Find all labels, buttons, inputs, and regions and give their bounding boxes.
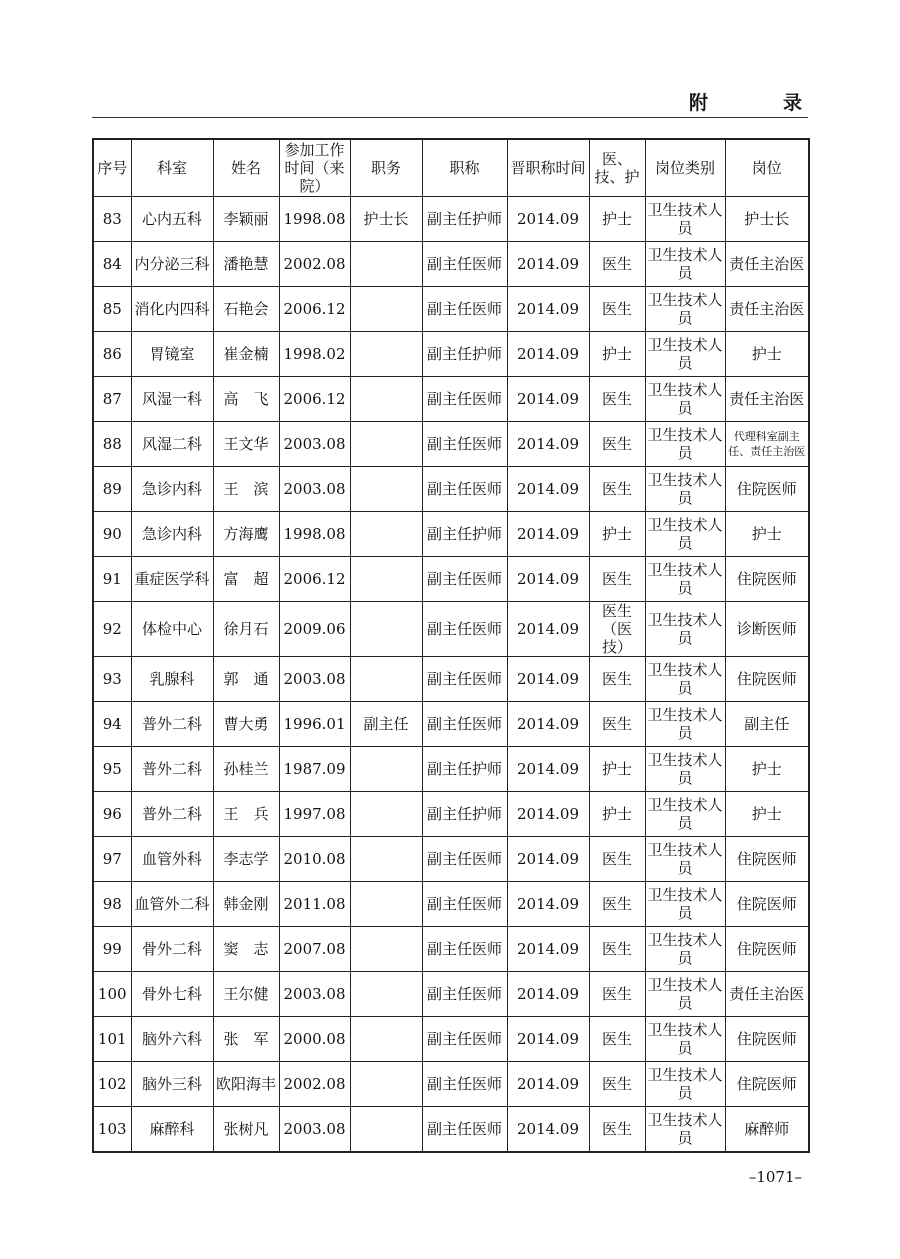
column-header: 医、技、护 <box>589 139 645 197</box>
table-cell: 2003.08 <box>279 422 350 467</box>
table-row <box>93 792 809 837</box>
table-cell: 2003.08 <box>279 972 350 1017</box>
table-cell <box>350 792 422 837</box>
table-cell: 护士 <box>725 792 809 837</box>
table-cell: 代理科室副主任、责任主治医 <box>725 422 809 467</box>
table-cell: 风湿一科 <box>131 377 213 422</box>
table-cell: 医生 <box>589 242 645 287</box>
table-cell: 卫生技术人员 <box>645 467 725 512</box>
table-cell: 卫生技术人员 <box>645 377 725 422</box>
table-cell: 副主任医师 <box>422 882 507 927</box>
table-cell <box>350 242 422 287</box>
table-cell: 护士 <box>589 332 645 377</box>
table-cell: 2014.09 <box>507 197 589 242</box>
table-cell: 2014.09 <box>507 422 589 467</box>
table-cell: 医生 <box>589 702 645 747</box>
page-number: –1071– <box>748 1168 802 1186</box>
table-row <box>93 512 809 557</box>
table-cell: 85 <box>93 287 131 332</box>
table-cell: 副主任护师 <box>422 197 507 242</box>
table-cell: 2006.12 <box>279 377 350 422</box>
table-cell: 副主任医师 <box>422 1062 507 1107</box>
table-cell: 2014.09 <box>507 377 589 422</box>
table-cell: 张 军 <box>213 1017 279 1062</box>
table-cell: 副主任医师 <box>422 702 507 747</box>
table-row <box>93 287 809 332</box>
table-cell: 欧阳海丰 <box>213 1062 279 1107</box>
table-row <box>93 557 809 602</box>
table-cell: 骨外七科 <box>131 972 213 1017</box>
table-cell: 卫生技术人员 <box>645 332 725 377</box>
table-cell: 护士 <box>589 792 645 837</box>
table-body <box>93 197 809 1153</box>
table-cell: 2014.09 <box>507 557 589 602</box>
table-cell: 副主任医师 <box>422 467 507 512</box>
table-cell: 脑外三科 <box>131 1062 213 1107</box>
table-cell: 王 滨 <box>213 467 279 512</box>
table-cell: 急诊内科 <box>131 512 213 557</box>
table-cell: 副主任医师 <box>422 557 507 602</box>
table-cell: 乳腺科 <box>131 657 213 702</box>
table-cell: 90 <box>93 512 131 557</box>
table-cell: 普外二科 <box>131 792 213 837</box>
table-cell: 2014.09 <box>507 1017 589 1062</box>
table-cell: 1987.09 <box>279 747 350 792</box>
table-cell: 医生 <box>589 377 645 422</box>
table-cell: 103 <box>93 1107 131 1153</box>
table-row <box>93 422 809 467</box>
table-cell: 副主任医师 <box>422 377 507 422</box>
table-cell: 富 超 <box>213 557 279 602</box>
table-cell: 孙桂兰 <box>213 747 279 792</box>
table-row <box>93 602 809 657</box>
table-cell: 诊断医师 <box>725 602 809 657</box>
table-cell: 护士 <box>589 512 645 557</box>
table-cell: 卫生技术人员 <box>645 747 725 792</box>
table-cell: 1998.02 <box>279 332 350 377</box>
table-cell: 副主任医师 <box>422 837 507 882</box>
table-cell: 医生 <box>589 882 645 927</box>
table-cell: 2014.09 <box>507 882 589 927</box>
table-cell: 2014.09 <box>507 792 589 837</box>
table-cell: 方海鹰 <box>213 512 279 557</box>
table-cell: 1998.08 <box>279 197 350 242</box>
table-cell: 2003.08 <box>279 1107 350 1153</box>
table-cell: 2010.08 <box>279 837 350 882</box>
table-cell: 86 <box>93 332 131 377</box>
table-cell <box>350 657 422 702</box>
table-cell <box>350 927 422 972</box>
table-cell: 副主任医师 <box>422 602 507 657</box>
table-cell: 医生 <box>589 927 645 972</box>
table-cell: 卫生技术人员 <box>645 792 725 837</box>
table-cell: 消化内四科 <box>131 287 213 332</box>
table-cell <box>350 422 422 467</box>
table-cell: 2014.09 <box>507 1107 589 1153</box>
table-cell: 麻醉师 <box>725 1107 809 1153</box>
table-row <box>93 927 809 972</box>
table-cell: 93 <box>93 657 131 702</box>
table-cell: 卫生技术人员 <box>645 602 725 657</box>
table-row <box>93 377 809 422</box>
table-cell: 副主任医师 <box>422 972 507 1017</box>
table-cell: 1996.01 <box>279 702 350 747</box>
table-cell: 99 <box>93 927 131 972</box>
table-cell: 潘艳慧 <box>213 242 279 287</box>
table-row <box>93 1062 809 1107</box>
table-cell: 崔金楠 <box>213 332 279 377</box>
table-cell: 副主任医师 <box>422 287 507 332</box>
column-header: 科室 <box>131 139 213 197</box>
table-cell: 卫生技术人员 <box>645 242 725 287</box>
table-cell: 责任主治医 <box>725 377 809 422</box>
table-cell: 卫生技术人员 <box>645 702 725 747</box>
table-cell: 副主任 <box>350 702 422 747</box>
table-cell: 100 <box>93 972 131 1017</box>
table-cell: 101 <box>93 1017 131 1062</box>
table-cell: 骨外二科 <box>131 927 213 972</box>
table-cell: 普外二科 <box>131 702 213 747</box>
table-cell: 副主任护师 <box>422 332 507 377</box>
table-cell: 护士 <box>589 747 645 792</box>
table-cell: 卫生技术人员 <box>645 557 725 602</box>
table-cell: 卫生技术人员 <box>645 882 725 927</box>
table-row <box>93 1017 809 1062</box>
staff-table <box>92 138 810 1153</box>
staff-table-container <box>92 138 808 1153</box>
table-row <box>93 467 809 512</box>
table-cell: 副主任护师 <box>422 512 507 557</box>
table-cell: 副主任护师 <box>422 747 507 792</box>
table-cell: 87 <box>93 377 131 422</box>
table-cell: 2003.08 <box>279 467 350 512</box>
table-cell: 副主任医师 <box>422 1017 507 1062</box>
table-row <box>93 657 809 702</box>
table-cell: 卫生技术人员 <box>645 197 725 242</box>
table-cell: 卫生技术人员 <box>645 972 725 1017</box>
table-cell: 医生 <box>589 557 645 602</box>
table-cell: 89 <box>93 467 131 512</box>
table-cell: 1997.08 <box>279 792 350 837</box>
table-cell <box>350 837 422 882</box>
table-cell: 副主任医师 <box>422 422 507 467</box>
table-cell: 护士长 <box>350 197 422 242</box>
table-cell: 97 <box>93 837 131 882</box>
table-cell: 徐月石 <box>213 602 279 657</box>
table-cell: 1998.08 <box>279 512 350 557</box>
table-cell: 卫生技术人员 <box>645 837 725 882</box>
table-cell: 卫生技术人员 <box>645 657 725 702</box>
table-cell: 92 <box>93 602 131 657</box>
column-header: 岗位类别 <box>645 139 725 197</box>
table-cell: 医生（医技） <box>589 602 645 657</box>
table-cell: 卫生技术人员 <box>645 927 725 972</box>
table-cell: 心内五科 <box>131 197 213 242</box>
table-cell: 护士 <box>725 512 809 557</box>
table-cell: 医生 <box>589 1062 645 1107</box>
table-cell: 2014.09 <box>507 602 589 657</box>
table-cell: 91 <box>93 557 131 602</box>
table-cell: 2014.09 <box>507 747 589 792</box>
table-cell: 高 飞 <box>213 377 279 422</box>
table-cell: 脑外六科 <box>131 1017 213 1062</box>
table-row <box>93 747 809 792</box>
table-cell <box>350 972 422 1017</box>
table-cell: 102 <box>93 1062 131 1107</box>
table-cell: 医生 <box>589 1107 645 1153</box>
table-row <box>93 702 809 747</box>
table-cell: 韩金刚 <box>213 882 279 927</box>
column-header: 职务 <box>350 139 422 197</box>
table-cell: 2014.09 <box>507 332 589 377</box>
table-row <box>93 837 809 882</box>
table-cell: 重症医学科 <box>131 557 213 602</box>
table-cell: 医生 <box>589 972 645 1017</box>
table-cell: 卫生技术人员 <box>645 287 725 332</box>
table-cell: 副主任医师 <box>422 927 507 972</box>
table-cell: 2002.08 <box>279 1062 350 1107</box>
table-cell: 2014.09 <box>507 702 589 747</box>
table-cell: 住院医师 <box>725 557 809 602</box>
table-row <box>93 1107 809 1153</box>
table-cell: 94 <box>93 702 131 747</box>
table-cell: 王 兵 <box>213 792 279 837</box>
table-cell: 住院医师 <box>725 1062 809 1107</box>
table-row <box>93 242 809 287</box>
column-header: 参加工作时间（来院） <box>279 139 350 197</box>
table-cell: 住院医师 <box>725 927 809 972</box>
table-cell: 2007.08 <box>279 927 350 972</box>
table-cell <box>350 467 422 512</box>
table-cell: 卫生技术人员 <box>645 1107 725 1153</box>
table-cell <box>350 557 422 602</box>
header-rule <box>92 117 808 118</box>
table-cell <box>350 747 422 792</box>
table-cell: 卫生技术人员 <box>645 1062 725 1107</box>
table-cell: 副主任医师 <box>422 242 507 287</box>
table-cell: 2014.09 <box>507 512 589 557</box>
table-cell: 副主任护师 <box>422 792 507 837</box>
table-cell: 98 <box>93 882 131 927</box>
table-cell: 2014.09 <box>507 467 589 512</box>
table-cell: 2014.09 <box>507 837 589 882</box>
table-cell: 王尔健 <box>213 972 279 1017</box>
table-cell: 2009.06 <box>279 602 350 657</box>
table-cell: 护士 <box>589 197 645 242</box>
table-cell: 住院医师 <box>725 467 809 512</box>
table-cell: 2006.12 <box>279 557 350 602</box>
table-cell: 96 <box>93 792 131 837</box>
table-cell: 曹大勇 <box>213 702 279 747</box>
table-cell: 石艳会 <box>213 287 279 332</box>
table-cell: 83 <box>93 197 131 242</box>
table-cell: 2011.08 <box>279 882 350 927</box>
table-cell: 卫生技术人员 <box>645 422 725 467</box>
table-cell: 卫生技术人员 <box>645 1017 725 1062</box>
table-cell: 责任主治医 <box>725 287 809 332</box>
table-row <box>93 197 809 242</box>
table-cell: 2002.08 <box>279 242 350 287</box>
table-cell: 88 <box>93 422 131 467</box>
table-cell: 2014.09 <box>507 927 589 972</box>
table-cell: 李颖丽 <box>213 197 279 242</box>
table-cell: 住院医师 <box>725 882 809 927</box>
table-cell <box>350 1107 422 1153</box>
page-header-title: 附 录 <box>688 92 830 114</box>
table-cell: 84 <box>93 242 131 287</box>
table-cell <box>350 512 422 557</box>
table-cell: 医生 <box>589 657 645 702</box>
table-cell: 责任主治医 <box>725 242 809 287</box>
column-header: 晋职称时间 <box>507 139 589 197</box>
table-cell: 住院医师 <box>725 837 809 882</box>
table-cell: 责任主治医 <box>725 972 809 1017</box>
table-cell: 2006.12 <box>279 287 350 332</box>
column-header: 职称 <box>422 139 507 197</box>
table-cell: 副主任医师 <box>422 657 507 702</box>
table-cell: 胃镜室 <box>131 332 213 377</box>
column-header: 序号 <box>93 139 131 197</box>
column-header: 岗位 <box>725 139 809 197</box>
table-cell: 窦 志 <box>213 927 279 972</box>
table-cell <box>350 287 422 332</box>
table-cell: 王文华 <box>213 422 279 467</box>
table-cell: 风湿二科 <box>131 422 213 467</box>
table-cell: 副主任 <box>725 702 809 747</box>
table-cell: 副主任医师 <box>422 1107 507 1153</box>
table-cell: 护士长 <box>725 197 809 242</box>
table-cell <box>350 882 422 927</box>
table-cell: 2014.09 <box>507 657 589 702</box>
table-cell <box>350 1062 422 1107</box>
table-cell: 住院医师 <box>725 1017 809 1062</box>
table-cell: 2000.08 <box>279 1017 350 1062</box>
table-cell: 医生 <box>589 1017 645 1062</box>
table-cell: 李志学 <box>213 837 279 882</box>
table-cell: 2014.09 <box>507 1062 589 1107</box>
table-cell: 2014.09 <box>507 287 589 332</box>
table-cell: 内分泌三科 <box>131 242 213 287</box>
table-cell: 麻醉科 <box>131 1107 213 1153</box>
table-cell <box>350 332 422 377</box>
table-cell: 医生 <box>589 837 645 882</box>
table-cell: 护士 <box>725 747 809 792</box>
table-cell: 医生 <box>589 422 645 467</box>
table-cell: 普外二科 <box>131 747 213 792</box>
table-cell: 体检中心 <box>131 602 213 657</box>
table-cell: 2014.09 <box>507 972 589 1017</box>
table-cell: 95 <box>93 747 131 792</box>
table-row <box>93 332 809 377</box>
table-row <box>93 882 809 927</box>
table-cell: 医生 <box>589 287 645 332</box>
table-cell: 2003.08 <box>279 657 350 702</box>
table-row <box>93 972 809 1017</box>
table-cell <box>350 377 422 422</box>
table-cell: 急诊内科 <box>131 467 213 512</box>
table-cell <box>350 1017 422 1062</box>
table-cell: 医生 <box>589 467 645 512</box>
table-cell <box>350 602 422 657</box>
table-cell: 血管外二科 <box>131 882 213 927</box>
table-header-row <box>93 139 809 197</box>
table-cell: 郭 通 <box>213 657 279 702</box>
column-header: 姓名 <box>213 139 279 197</box>
table-cell: 住院医师 <box>725 657 809 702</box>
table-cell: 卫生技术人员 <box>645 512 725 557</box>
table-cell: 血管外科 <box>131 837 213 882</box>
table-cell: 2014.09 <box>507 242 589 287</box>
table-cell: 张树凡 <box>213 1107 279 1153</box>
table-cell: 护士 <box>725 332 809 377</box>
